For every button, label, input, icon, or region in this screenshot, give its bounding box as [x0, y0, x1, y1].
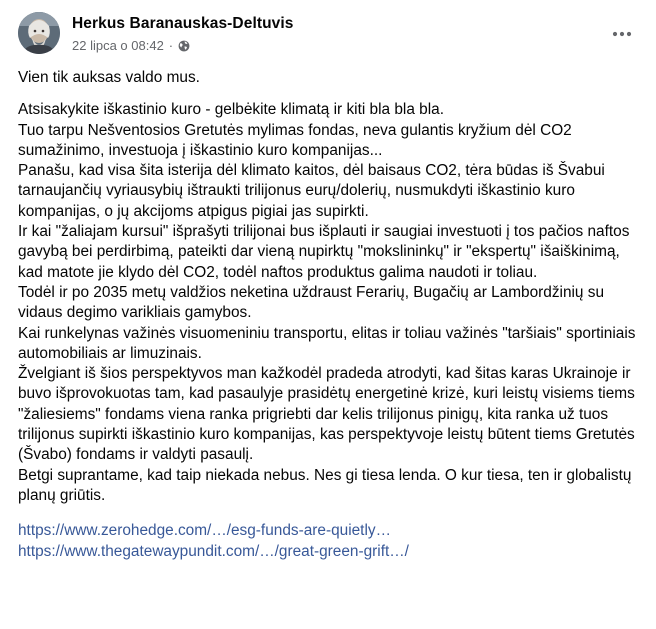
- post-timestamp[interactable]: 22 lipca o 08:42: [72, 38, 164, 53]
- post-link-gatewaypundit[interactable]: https://www.thegatewaypundit.com/…/great-green-grift…/: [18, 542, 409, 560]
- links-spacer: [18, 506, 640, 521]
- globe-icon: [178, 40, 190, 52]
- post-paragraph-1: Vien tik auksas valdo mus.: [18, 69, 200, 86]
- post-header: [18, 10, 638, 58]
- author-name[interactable]: Herkus Baranauskas-Deltuvis: [72, 15, 294, 32]
- more-options-icon[interactable]: [608, 24, 636, 44]
- post-paragraph-2: Atsisakykite iškastinio kuro - gelbėkite klimatą ir kiti bla bla bla. Tuo tarpu Nešventosios Gretutės mylimas fondas, neva gulantis kryžium dėl CO2 sumažinimo, investuoja į iškastinio kuro kompanijas... Panašu, kad visa šita isterija dėl klimato kaitos, dėl baisaus CO2, tėra būdas iš Švabui tarnaujančių vyriausybių ištraukti trilijonus eurų/dolerių, nusmukdyti iškastinio kuro kompanijas, o jų akcijoms atpigus pigiai jas supirkti. Ir kai "žaliajam kursui" išprašyti trilijonai bus išplauti ir saugiai investuoti į tos pačios naftos gavybą bei perdirbimą, pateikti dar vieną nupirktų "mokslininkų" ir "ekspertų" išaiškinimą, kad matote jie klydo dėl CO2, todėl naftos produktus galima naudoti ir toliau. Todėl ir po 2035 metų valdžios neketina uždraust Ferarių, Bugačių ar Lambordžinių su vidaus degimo varikliais gamybos. Kai runkelynas važinės visuomeniniu transportu, elitas ir toliau važinės "taršiais" sportiniais automobiliais ar limuzinais. Žvelgiant iš šios perspektyvos man kažkodėl pradeda atrodyti, kad šitas karas Ukrainoje ir buvo išprovokuotas tam, kad pasaulyje prasidėtų energetinė krizė, kuri leistų visiems tiems "žaliesiems" fondams viena ranka prigriebti dar kelis trilijonus pinigų, kita ranka už tuos trilijonus supirkti iškastinio kuro kompanijas, kas perspektyvoje leistų būtent tiems Gretutės (Švabo) fondams ir valdyti pasaulį. Betgi suprantame, kad taip niekada nebus. Nes gi tiesa lenda. O kur tiesa, ten ir globalistų planų griūtis.: [18, 101, 636, 504]
- post-link-zerohedge[interactable]: https://www.zerohedge.com/…/esg-funds-are-quietly…: [18, 522, 391, 540]
- post-meta: [72, 38, 190, 53]
- meta-separator: ·: [168, 38, 174, 53]
- post-body: [18, 68, 640, 562]
- paragraph-spacer: [18, 88, 640, 100]
- author-avatar[interactable]: [18, 12, 60, 54]
